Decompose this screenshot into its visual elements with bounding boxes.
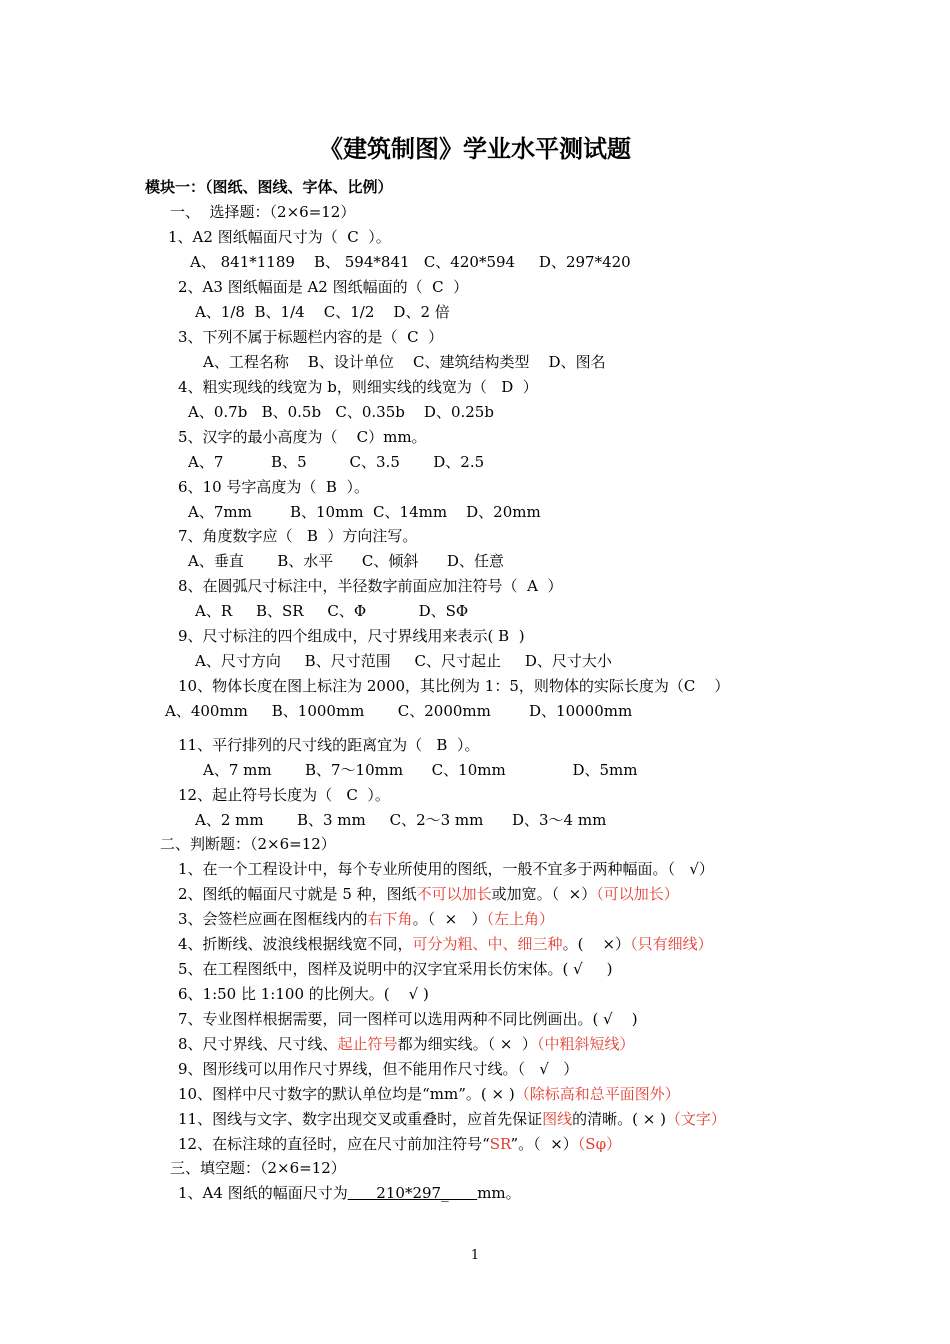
judgement-item: 3、会签栏应画在图框线内的右下角。（ × ）（左上角） — [178, 910, 554, 928]
question: 11、平行排列的尺寸线的距离宜为（ B ）。 — [178, 736, 480, 754]
judgement-item: 7、专业图样根据需要，同一图样可以选用两种不同比例画出。( √ ) — [178, 1010, 638, 1028]
question: 1、A2 图纸幅面尺寸为（ C ）。 — [168, 228, 391, 246]
answer-options: A、2 mm B、3 mm C、2～3 mm D、3～4 mm — [195, 811, 607, 829]
judgement-item: 2、图纸的幅面尺寸就是 5 种，图纸不可以加长或加宽。（ ×）（可以加长） — [178, 885, 679, 903]
judgement-item: 4、折断线、波浪线根据线宽不同，可分为粗、中、细三种。( ×）（只有细线） — [178, 935, 713, 953]
judgement-item: 8、尺寸界线、尺寸线、起止符号都为细实线。（ × ）（中粗斜短线） — [178, 1035, 635, 1053]
judgement-item: 1、在一个工程设计中，每个专业所使用的图纸，一般不宜多于两种幅面。（ √） — [178, 860, 714, 878]
question: 7、角度数字应（ B ）方向注写。 — [178, 527, 418, 545]
section-heading-judgement: 二、判断题：（2×6=12） — [160, 835, 336, 853]
fill-blank-answer: 210*297_ — [347, 1184, 478, 1202]
question: 8、在圆弧尺寸标注中，半径数字前面应加注符号（ A ） — [178, 577, 563, 595]
judgement-item: 5、在工程图纸中，图样及说明中的汉字宜采用长仿宋体。( √ ) — [178, 960, 613, 978]
page-number: 1 — [470, 1248, 480, 1263]
answer-options: A、工程名称 B、设计单位 C、建筑结构类型 D、图名 — [203, 353, 606, 371]
question: 4、粗实现线的线宽为 b，则细实线的线宽为（ D ） — [178, 378, 538, 396]
answer-options: A、1/8 B、1/4 C、1/2 D、2 倍 — [195, 303, 450, 321]
answer-options: A、7mm B、10mm C、14mm D、20mm — [188, 503, 541, 521]
fill-blank-item: 1、A4 图纸的幅面尺寸为 210*297_ mm。 — [178, 1184, 521, 1202]
section-heading-choice: 一、 选择题：（2×6=12） — [170, 203, 356, 221]
answer-options: A、400mm B、1000mm C、2000mm D、10000mm — [165, 702, 633, 720]
judgement-item: 9、图形线可以用作尺寸界线，但不能用作尺寸线。（ √ ） — [178, 1060, 579, 1078]
judgement-item: 10、图样中尺寸数字的默认单位均是“mm”。( × )（除标高和总平面图外） — [178, 1085, 680, 1103]
module-heading: 模块一：（图纸、图线、字体、比例） — [145, 178, 393, 196]
answer-options: A、垂直 B、水平 C、倾斜 D、任意 — [188, 552, 504, 570]
question: 10、物体长度在图上标注为 2000，其比例为 1：5，则物体的实际长度为（C ） — [178, 677, 730, 695]
judgement-item: 6、1:50 比 1:100 的比例大。( √ ) — [178, 985, 429, 1003]
question: 6、10 号字高度为（ B ）。 — [178, 478, 369, 496]
answer-options: A、R B、SR C、Φ D、SΦ — [195, 602, 469, 620]
answer-options: A、7 B、5 C、3.5 D、2.5 — [188, 453, 485, 471]
question: 2、A3 图纸幅面是 A2 图纸幅面的（ C ） — [178, 278, 469, 296]
judgement-item: 12、在标注球的直径时，应在尺寸前加注符号“SR”。（ ×）（Sφ） — [178, 1135, 622, 1153]
answer-options: A、7 mm B、7～10mm C、10mm D、5mm — [203, 761, 638, 779]
answer-options: A、尺寸方向 B、尺寸范围 C、尺寸起止 D、尺寸大小 — [195, 652, 612, 670]
question: 12、起止符号长度为（ C ）。 — [178, 786, 390, 804]
judgement-item: 11、图线与文字、数字出现交叉或重叠时，应首先保证图线的清晰。( × )（文字） — [178, 1110, 726, 1128]
answer-options: A、0.7b B、0.5b C、0.35b D、0.25b — [188, 403, 494, 421]
page-title: 《建筑制图》学业水平测试题 — [319, 135, 631, 163]
question: 9、尺寸标注的四个组成中，尺寸界线用来表示( B ) — [178, 627, 525, 645]
section-heading-fill: 三、填空题：（2×6=12） — [170, 1159, 346, 1177]
question: 5、汉字的最小高度为（ C）mm。 — [178, 428, 427, 446]
question: 3、下列不属于标题栏内容的是（ C ） — [178, 328, 444, 346]
answer-options: A、 841*1189 B、 594*841 C、420*594 D、297*420 — [190, 253, 631, 271]
